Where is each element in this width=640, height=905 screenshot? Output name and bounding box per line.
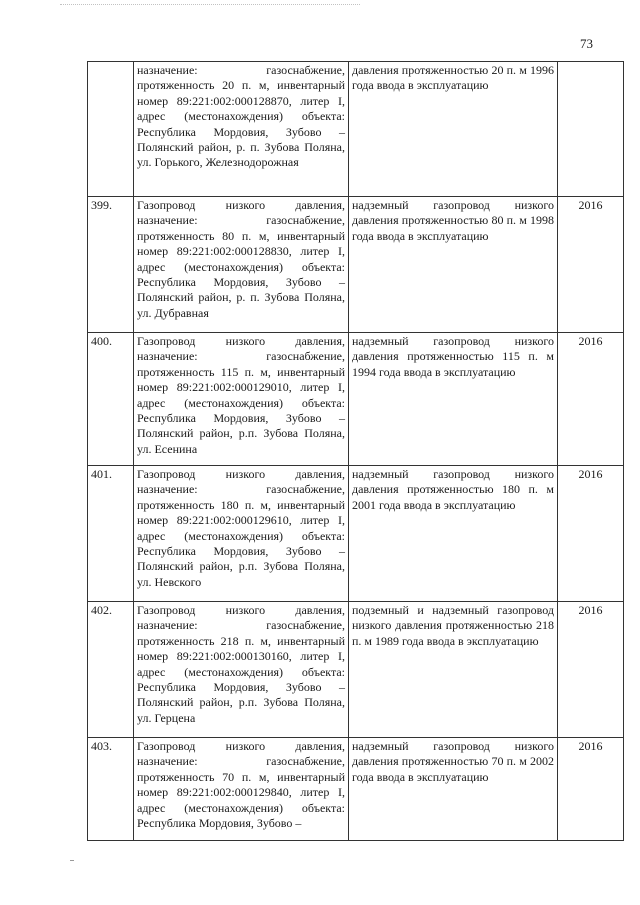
object-description: Газопровод низкого давления, назначение: газоснабжение, протяженность 218 п. м, инвентарный номер 89:221:002:000130160, литер I, адрес (местонахождения) объекта: Республика Мордовия, Зубово – Полянский район, р.п. Зубова Поляна, ул. Герцена	[134, 602, 349, 738]
year-cell: 2016	[558, 602, 624, 738]
table-row	[88, 62, 624, 197]
table-row	[88, 602, 624, 738]
row-number: 399.	[88, 197, 134, 333]
year-cell: 2016	[558, 333, 624, 466]
row-number: 402.	[88, 602, 134, 738]
technical-description: давления протяженностью 20 п. м 1996 года ввода в эксплуатацию	[349, 62, 558, 197]
table-row	[88, 197, 624, 333]
scan-artifact-line	[60, 4, 360, 9]
table-row	[88, 333, 624, 466]
object-description: Газопровод низкого давления, назначение: газоснабжение, протяженность 180 п. м, инвентарный номер 89:221:002:000129610, литер I, адрес (местонахождения) объекта: Республика Мордовия, Зубово – Полянский район, р.п. Зубова Поляна, ул. Невского	[134, 466, 349, 602]
year-cell	[558, 62, 624, 197]
technical-description: надземный газопровод низкого давления протяженностью 70 п. м 2002 года ввода в эксплуатацию	[349, 738, 558, 841]
table-row	[88, 466, 624, 602]
technical-description: надземный газопровод низкого давления протяженностью 180 п. м 2001 года ввода в эксплуатацию	[349, 466, 558, 602]
year-cell: 2016	[558, 466, 624, 602]
scan-artifact-dot	[70, 860, 74, 861]
technical-description: подземный и надземный газопровод низкого давления протяженностью 218 п. м 1989 года ввода в эксплуатацию	[349, 602, 558, 738]
object-description: назначение: газоснабжение, протяженность 20 п. м, инвентарный номер 89:221:002:000128870, литер I, адрес (местонахождения) объекта: Республика Мордовия, Зубово – Полянский район, р. п. Зубова Поляна, ул. Горького, Железнодорожная	[134, 62, 349, 197]
object-description: Газопровод низкого давления, назначение: газоснабжение, протяженность 115 п. м, инвентарный номер 89:221:002:000129010, литер I, адрес (местонахождения) объекта: Республика Мордовия, Зубово – Полянский район, р.п. Зубова Поляна, ул. Есенина	[134, 333, 349, 466]
year-cell: 2016	[558, 197, 624, 333]
year-cell: 2016	[558, 738, 624, 841]
page-number: 73	[580, 36, 593, 51]
property-registry-table	[87, 61, 624, 841]
row-number: 403.	[88, 738, 134, 841]
object-description: Газопровод низкого давления, назначение: газоснабжение, протяженность 70 п. м, инвентарный номер 89:221:002:000129840, литер I, адрес (местонахождения) объекта: Республика Мордовия, Зубово –	[134, 738, 349, 841]
table-row	[88, 738, 624, 841]
object-description: Газопровод низкого давления, назначение: газоснабжение, протяженность 80 п. м, инвентарный номер 89:221:002:000128830, литер I, адрес (местонахождения) объекта: Республика Мордовия, Зубово – Полянский район, р. п. Зубова Поляна, ул. Дубравная	[134, 197, 349, 333]
row-number: 401.	[88, 466, 134, 602]
row-number	[88, 62, 134, 197]
technical-description: надземный газопровод низкого давления протяженностью 115 п. м 1994 года ввода в эксплуатацию	[349, 333, 558, 466]
technical-description: надземный газопровод низкого давления протяженностью 80 п. м 1998 года ввода в эксплуатацию	[349, 197, 558, 333]
row-number: 400.	[88, 333, 134, 466]
